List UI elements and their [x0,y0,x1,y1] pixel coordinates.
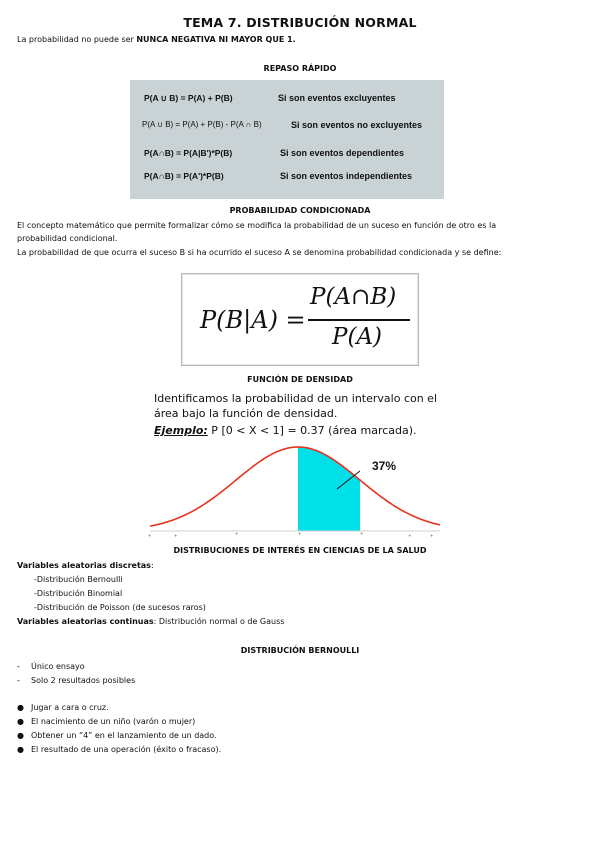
discreta-item: -Distribución Bernoulli [34,575,123,584]
formula-lhs: P(B|A) = [200,306,306,334]
repaso-formula: P(A∩B) = P(A|B')*P(B) [144,148,233,158]
tick-mark: + [174,533,178,538]
density-line2: área bajo la función de densidad. [154,407,338,420]
shaded-area [298,447,360,531]
interes-heading: DISTRIBUCIONES DE INTERÉS EN CIENCIAS DE LA SALUD [173,546,427,555]
dash-item-text: Solo 2 resultados posibles [31,676,136,685]
repaso-formula: P(A∩B) = P(A')*P(B) [144,171,224,181]
continuas-text: : Distribución normal o de Gauss [153,617,285,626]
bullet-item-text: El nacimiento de un niño (varón o mujer) [31,717,196,726]
formula-denominator: P(A) [332,324,383,350]
dash-item: - Único ensayo [17,662,85,671]
bullet-icon: ● [17,731,24,740]
discretas-label-line: Variables aleatorias discretas: [17,561,154,570]
tick-mark: + [298,531,302,536]
bullet-item [17,715,195,728]
dash-item-text: Único ensayo [31,662,85,671]
ejemplo-label: Ejemplo: [154,424,208,437]
tick-mark: + [148,533,152,538]
condicionada-heading: PROBABILIDAD CONDICIONADA [229,206,371,215]
intro-paragraph [17,33,296,46]
repaso-box [130,80,444,199]
formula-numerator: P(A∩B) [310,284,397,310]
density-curve [150,447,440,526]
discreta-item: -Distribución de Poisson (de sucesos raros) [34,603,206,612]
tick-mark: + [235,531,239,536]
bullet-item [17,743,221,756]
bullet-item-text: Jugar a cara o cruz. [31,703,109,712]
percent-label: 37% [372,459,397,473]
normal-curve-chart [150,441,440,538]
repaso-description: Si son eventos dependientes [280,148,405,158]
repaso-heading: REPASO RÁPIDO [263,64,337,73]
x-ticks [148,531,433,538]
bullet-icon: ● [17,745,24,754]
condicionada-line3: La probabilidad de que ocurra el suceso B si ha ocurrido el suceso A se denomina probabilidad condicionada y se define: [17,248,502,257]
continuas-line [17,615,284,628]
bullet-item-text: Obtener un “4” en el lanzamiento de un dado. [31,731,217,740]
conditional-formula-box [181,273,419,366]
bernoulli-heading: DISTRIBUCIÓN BERNOULLI [240,646,360,655]
discretas-label: Variables aleatorias discretas [17,561,151,570]
repaso-description: Si son eventos no excluyentes [291,120,423,130]
repaso-formula: P(A ∪ B) = P(A) + P(B) - P(A ∩ B) [142,120,262,129]
tick-mark: + [430,533,434,538]
condicionada-line2: probabilidad condicional. [17,234,118,243]
condicionada-line1: El concepto matemático que permite formalizar cómo se modifica la probabilidad de un suceso en función de otro es la [17,221,497,230]
bullet-item [17,701,109,714]
dash-item: - Solo 2 resultados posibles [17,676,136,685]
densidad-heading: FUNCIÓN DE DENSIDAD [247,375,353,384]
bullet-icon: ● [17,717,24,726]
tick-mark: + [408,533,412,538]
density-figure [150,386,440,538]
ejemplo-text: P [0 < X < 1] = 0.37 (área marcada). [207,424,417,437]
repaso-description: Si son eventos independientes [280,171,413,181]
tick-mark: + [360,531,364,536]
density-example [154,423,417,438]
density-line1: Identificamos la probabilidad de un intervalo con el [154,392,438,405]
page-title: TEMA 7. DISTRIBUCIÓN NORMAL [183,15,417,30]
repaso-formula: P(A ∪ B) = P(A) + P(B) [144,93,233,103]
intro-emphasis: NUNCA NEGATIVA NI MAYOR QUE 1. [136,35,296,44]
intro-text: La probabilidad no puede ser [17,35,137,44]
bullet-item-text: El resultado de una operación (éxito o fracaso). [31,745,222,754]
bullet-icon: ● [17,703,24,712]
continuas-label: Variables aleatorias continuas [17,617,154,626]
bullet-item [17,729,217,742]
discreta-item: -Distribución Binomial [34,589,123,598]
repaso-description: Si son eventos excluyentes [278,93,396,103]
fraction-bar [308,319,410,321]
